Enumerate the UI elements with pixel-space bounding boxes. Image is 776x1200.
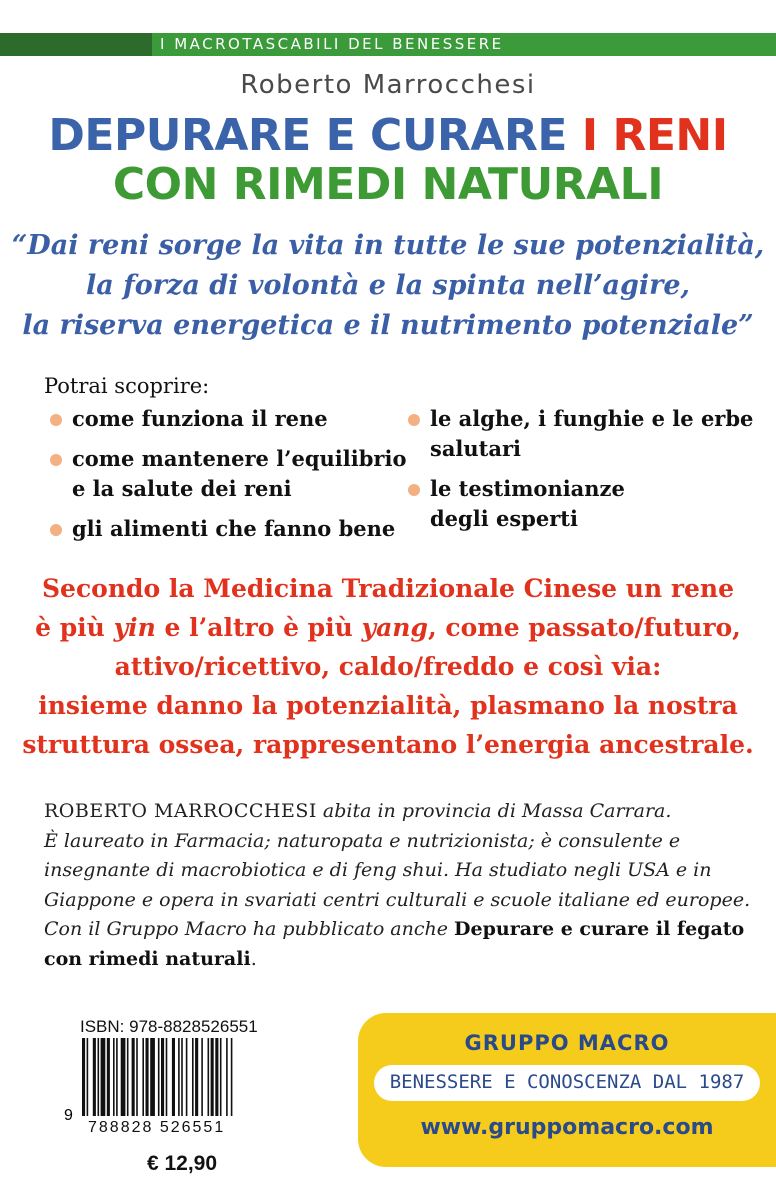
publisher-tagline: BENESSERE E CONOSCENZA DAL 1987 xyxy=(389,1071,745,1093)
highlight-line: è più yin e l’altro è più yang, come passato/futuro, xyxy=(35,613,741,642)
series-banner-dark-segment xyxy=(0,33,152,56)
bullet-dot-icon xyxy=(408,484,420,496)
author-bio: ROBERTO MARROCCHESI abita in provincia di Massa Carrara. È laureato in Farmacia; naturopata e nutrizionista; è consulente e insegnante di macrobiotica e di feng shui. Ha studiato negli USA e in Giappone e opera in svariati centri culturali e scuole italiane ed europee. Con il Gruppo Macro ha pubblicato anche Depurare e curare il fegato con rimedi naturali. xyxy=(44,800,751,970)
bullet-dot-icon xyxy=(50,454,62,466)
list-item: le alghe, i funghie e le erbe salutari xyxy=(402,404,753,464)
publisher-url: www.gruppomacro.com xyxy=(420,1115,714,1140)
bullet-dot-icon xyxy=(50,414,62,426)
series-banner xyxy=(0,33,776,56)
discover-list-right xyxy=(402,404,753,544)
highlight-line: Secondo la Medicina Tradizionale Cinese un rene xyxy=(41,574,734,603)
price: € 12,90 xyxy=(146,1152,218,1175)
list-item: le testimonianze degli esperti xyxy=(402,474,753,534)
pull-quote xyxy=(0,226,776,346)
book-title-line2: CON RIMEDI NATURALI xyxy=(112,159,664,210)
publisher-tagline-box xyxy=(374,1065,760,1101)
bullet-dot-icon xyxy=(408,414,420,426)
bullet-dot-icon xyxy=(50,524,62,536)
book-author: Roberto Marrocchesi xyxy=(240,70,536,100)
barcode-icon xyxy=(80,1038,284,1118)
discover-list-left xyxy=(44,404,406,554)
book-title-part2: I RENI xyxy=(581,110,728,161)
discover-intro: Potrai scoprire: xyxy=(44,374,210,398)
barcode-first-digit: 9 xyxy=(64,1107,73,1124)
barcode-image xyxy=(80,1038,284,1122)
barcode-digits: 788828 526551 xyxy=(88,1119,226,1136)
highlight-paragraph xyxy=(0,569,776,764)
highlight-line: struttura ossea, rappresentano l’energia ancestrale. xyxy=(22,730,754,759)
book-title-part1: DEPURARE E CURARE xyxy=(48,110,582,161)
list-item: gli alimenti che fanno bene xyxy=(44,514,406,544)
quote-line: “Dai reni sorge la vita in tutte le sue potenzialità, xyxy=(11,230,765,261)
list-item: come mantenere l’equilibrio e la salute dei reni xyxy=(44,444,406,504)
quote-line: la forza di volontà e la spinta nell’agire, xyxy=(86,270,690,301)
publisher-box xyxy=(358,1013,776,1167)
book-title-line1 xyxy=(0,110,776,161)
barcode-block xyxy=(64,1005,288,1175)
publisher-name: GRUPPO MACRO xyxy=(464,1031,670,1055)
isbn-label: ISBN: 978-8828526551 xyxy=(80,1017,258,1036)
bio-book-reference: Depurare e curare il fegato xyxy=(454,918,745,940)
quote-line: la riserva energetica e il nutrimento potenziale” xyxy=(22,310,754,341)
list-item: come funziona il rene xyxy=(44,404,406,434)
highlight-line: attivo/ricettivo, caldo/freddo e così via: xyxy=(114,652,662,681)
bio-author-name: ROBERTO MARROCCHESI xyxy=(44,800,317,822)
series-label: I MACROTASCABILI DEL BENESSERE xyxy=(160,35,504,53)
highlight-line: insieme danno la potenzialità, plasmano la nostra xyxy=(38,691,738,720)
